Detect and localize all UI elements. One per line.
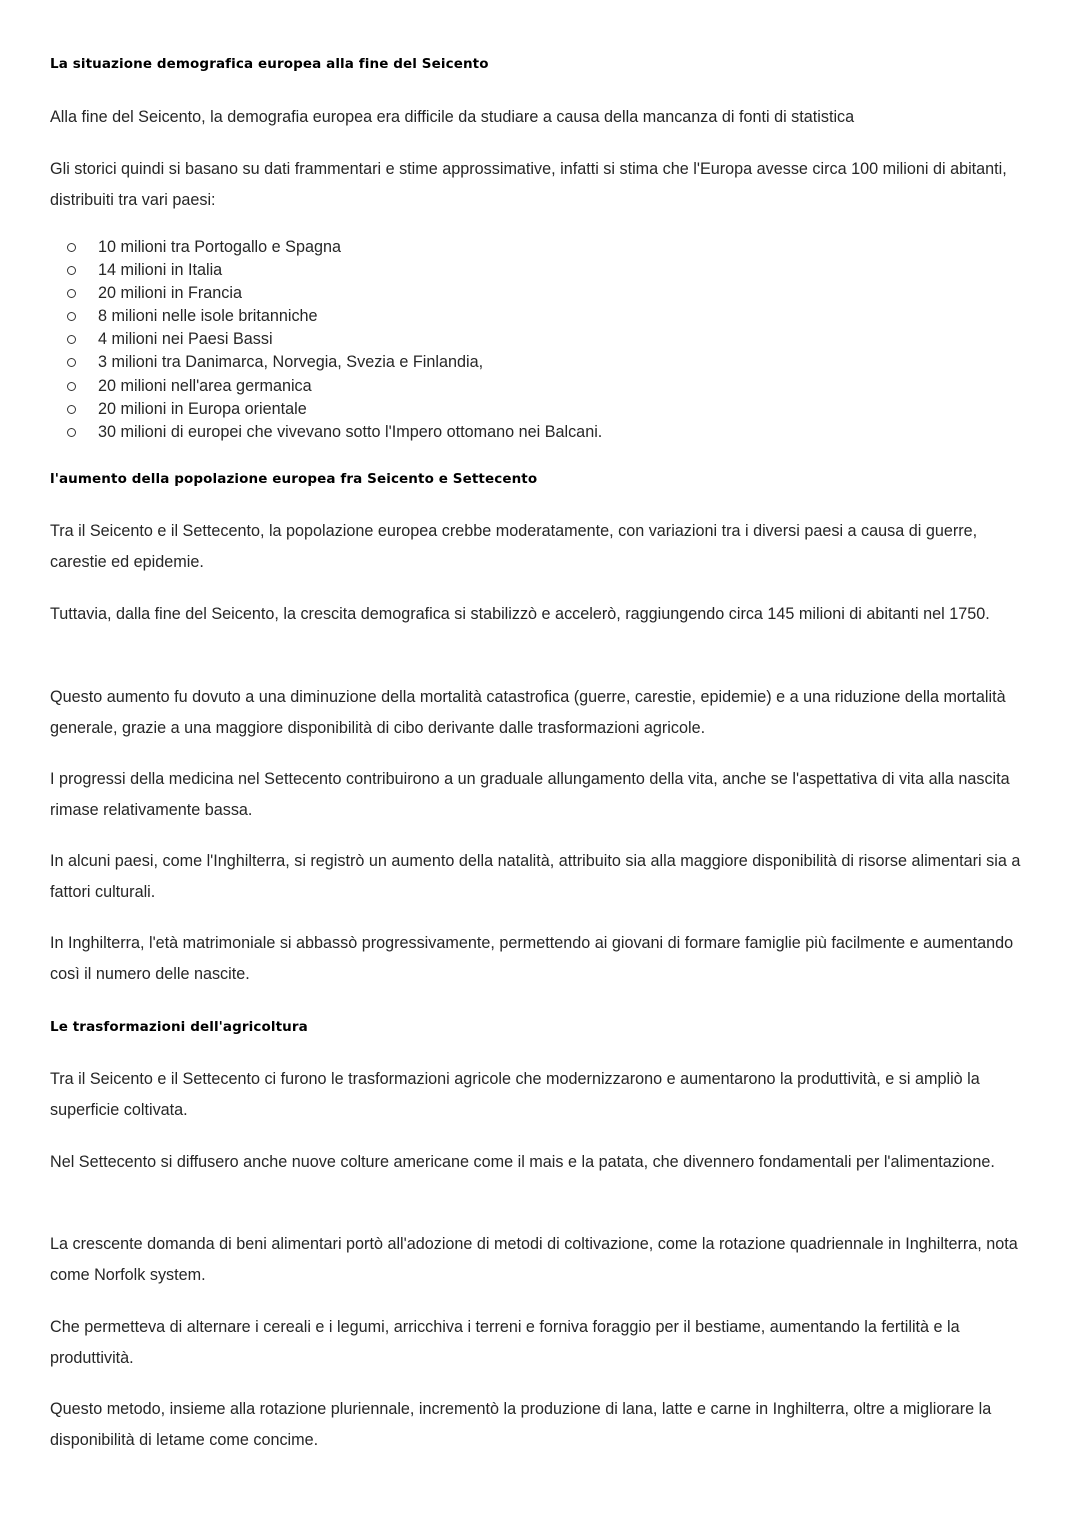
- list-item-text: 20 milioni nell'area germanica: [98, 376, 312, 395]
- list-item: [50, 259, 602, 282]
- list-item-text: 10 milioni tra Portogallo e Spagna: [98, 238, 341, 256]
- paragraph: Alla fine del Seicento, la demografia europea era difficile da studiare a causa della mancanza di fonti di statistica: [50, 108, 855, 126]
- circle-bullet-icon: [67, 405, 76, 414]
- paragraph: In alcuni paesi, come l'Inghilterra, si registrò un aumento della natalità, attribuito sia alla maggiore disponibilità di risorse alimentari sia a fattori culturali.: [50, 852, 1021, 901]
- paragraph: Tra il Seicento e il Settecento ci furono le trasformazioni agricole che modernizzarono e aumentarono la produttività, e si ampliò la superficie coltivata.: [50, 1070, 980, 1119]
- section-heading-agricoltura: Le trasformazioni dell'agricoltura: [50, 1019, 308, 1035]
- list-item-text: 14 milioni in Italia: [98, 261, 223, 280]
- list-item-text: 8 milioni nelle isole britanniche: [98, 307, 318, 326]
- paragraph: Questo aumento fu dovuto a una diminuzione della mortalità catastrofica (guerre, carestie, epidemie) e a una riduzione della mortalità generale, grazie a una maggiore disponibilità di cibo derivante dalle trasformazioni agricole.: [50, 688, 1006, 737]
- circle-bullet-icon: [67, 428, 76, 437]
- list-item: [50, 351, 602, 374]
- list-item: [50, 305, 602, 328]
- list-item-text: 3 milioni tra Danimarca, Norvegia, Svezia e Finlandia,: [98, 353, 484, 372]
- list-item-text: 30 milioni di europei che vivevano sotto l'Impero ottomano nei Balcani.: [98, 422, 603, 441]
- section-heading-aumento-popolazione: l'aumento della popolazione europea fra Seicento e Settecento: [50, 471, 538, 487]
- circle-bullet-icon: [67, 335, 76, 344]
- list-item: [50, 375, 602, 398]
- list-item: [50, 282, 602, 305]
- paragraph: Questo metodo, insieme alla rotazione pluriennale, incrementò la produzione di lana, latte e carne in Inghilterra, oltre a migliorare la disponibilità di letame come concime.: [50, 1400, 992, 1449]
- list-item-text: 20 milioni in Francia: [98, 284, 242, 303]
- paragraph: Nel Settecento si diffusero anche nuove colture americane come il mais e la patata, che divennero fondamentali per l'alimentazione.: [50, 1153, 995, 1171]
- circle-bullet-icon: [67, 312, 76, 321]
- circle-bullet-icon: [67, 289, 76, 298]
- paragraph: I progressi della medicina nel Settecento contribuirono a un graduale allungamento della vita, anche se l'aspettativa di vita alla nascita rimase relativamente bassa.: [50, 770, 1010, 819]
- circle-bullet-icon: [67, 243, 76, 252]
- paragraph: In Inghilterra, l'età matrimoniale si abbassò progressivamente, permettendo ai giovani di formare famiglie più facilmente e aumentando così il numero delle nascite.: [50, 934, 1014, 983]
- paragraph: La crescente domanda di beni alimentari portò all'adozione di metodi di coltivazione, come la rotazione quadriennale in Inghilterra, nota come Norfolk system.: [50, 1235, 1018, 1284]
- list-item-text: 4 milioni nei Paesi Bassi: [98, 330, 273, 349]
- circle-bullet-icon: [67, 382, 76, 391]
- list-item: [50, 236, 602, 259]
- paragraph: Tuttavia, dalla fine del Seicento, la crescita demografica si stabilizzò e accelerò, raggiungendo circa 145 milioni di abitanti nel 1750.: [50, 605, 990, 623]
- circle-bullet-icon: [67, 358, 76, 367]
- population-list: [50, 236, 602, 444]
- paragraph: Tra il Seicento e il Settecento, la popolazione europea crebbe moderatamente, con variazioni tra i diversi paesi a causa di guerre, carestie ed epidemie.: [50, 522, 978, 571]
- paragraph: Che permetteva di alternare i cereali e i legumi, arricchiva i terreni e forniva foraggio per il bestiame, aumentando la fertilità e la produttività.: [50, 1318, 960, 1367]
- list-item-text: 20 milioni in Europa orientale: [98, 399, 307, 418]
- section-heading-demografia: La situazione demografica europea alla fine del Seicento: [50, 56, 489, 72]
- list-item: [50, 421, 602, 444]
- paragraph: Gli storici quindi si basano su dati frammentari e stime approssimative, infatti si stima che l'Europa avesse circa 100 milioni di abitanti, distribuiti tra vari paesi:: [50, 160, 1007, 209]
- list-item: [50, 328, 602, 351]
- circle-bullet-icon: [67, 266, 76, 275]
- list-item: [50, 398, 602, 421]
